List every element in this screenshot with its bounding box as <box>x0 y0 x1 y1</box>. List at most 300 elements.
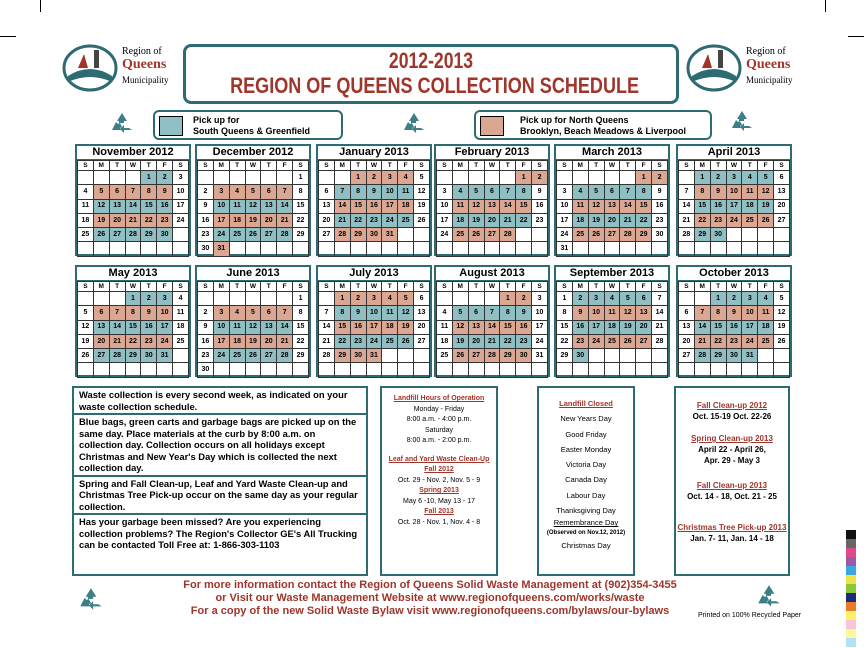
calendar-day: 11 <box>382 306 398 320</box>
recycle-icon <box>728 108 756 136</box>
calendar-day: 12 <box>758 185 774 199</box>
logo-text-municipality: Municipality <box>122 75 169 85</box>
calendar-day: 15 <box>516 199 532 213</box>
calendar-day: 3 <box>726 171 742 185</box>
calendar-day: 3 <box>588 292 604 306</box>
calendar-empty-cell <box>350 242 366 256</box>
calendar-day: 8 <box>636 185 652 199</box>
calendar-day: 24 <box>366 334 382 348</box>
calendar-day: 13 <box>261 320 277 334</box>
calendar-day: 17 <box>532 320 548 334</box>
calendar-day: 1 <box>500 292 516 306</box>
calendar-empty-cell <box>125 171 141 185</box>
calendar-empty-cell <box>588 171 604 185</box>
calendar-day: 30 <box>652 228 668 242</box>
weekday-header: T <box>588 282 604 292</box>
info-paragraph-4: Has your garbage been missed? Are you experiencing collection problems? The Region's Collector GE's All Trucking can be contacted Toll Free at: 1-866-303-1103 <box>79 516 358 550</box>
calendar-empty-cell <box>319 292 335 306</box>
calendar-day: 12 <box>620 306 636 320</box>
calendar-day: 7 <box>694 306 710 320</box>
weekday-header: F <box>157 282 173 292</box>
calendar-day: 27 <box>484 228 500 242</box>
calendar-day: 12 <box>245 199 261 213</box>
calendar-day: 19 <box>774 320 790 334</box>
calendar-empty-cell <box>350 363 366 377</box>
calendar-empty-cell <box>277 292 293 306</box>
weekday-header: M <box>213 282 229 292</box>
fall-cleanup-2012-dates: Oct. 15-19 Oct. 22-26 <box>692 412 772 421</box>
calendar-day: 31 <box>157 349 173 363</box>
calendar-day: 23 <box>516 334 532 348</box>
calendar-day: 27 <box>261 228 277 242</box>
calendar-empty-cell <box>572 242 588 256</box>
info-paragraph-2: Blue bags, green carts and garbage bags are picked up on the same day. Place materials at the curb by 8:00 a.m. on collection day. Collection occurs on all holidays except Christmas and New Year's Day which is collected the next collection day. <box>74 415 366 477</box>
calendar-day: 22 <box>141 213 157 227</box>
weekday-header: T <box>382 282 398 292</box>
calendar-day: 9 <box>516 306 532 320</box>
calendar-day: 30 <box>350 349 366 363</box>
calendar-empty-cell <box>604 242 620 256</box>
calendar-day: 28 <box>652 334 668 348</box>
calendar-day: 15 <box>293 199 309 213</box>
calendar-empty-cell <box>694 292 710 306</box>
calendar-day: 25 <box>173 334 189 348</box>
calendar-day: 21 <box>109 334 125 348</box>
calendar-empty-cell <box>261 292 277 306</box>
weekday-header: T <box>710 161 726 171</box>
calendar-day: 28 <box>679 228 695 242</box>
logo-text-queens: Queens <box>122 57 167 72</box>
calendar-day: 21 <box>620 213 636 227</box>
legend-south-line2: South Queens & Greenfield <box>193 126 311 136</box>
calendar-empty-cell <box>500 171 516 185</box>
calendar-day: 1 <box>125 292 141 306</box>
calendar-empty-cell <box>532 228 548 242</box>
calendar-day: 5 <box>245 185 261 199</box>
calendar-day: 26 <box>468 228 484 242</box>
calendar-empty-cell <box>157 242 173 256</box>
calendar-day: 29 <box>636 228 652 242</box>
calendar-day: 26 <box>93 228 109 242</box>
calendar-empty-cell <box>366 363 382 377</box>
calendar-day: 18 <box>742 199 758 213</box>
logo-text-region: Region of <box>746 46 786 57</box>
calendar-empty-cell <box>277 363 293 377</box>
calendar-day: 3 <box>173 171 189 185</box>
calendar-day: 31 <box>213 242 229 256</box>
calendar-day: 27 <box>109 228 125 242</box>
calendar-day: 16 <box>710 199 726 213</box>
calendar-day: 30 <box>141 349 157 363</box>
weekday-header: F <box>277 161 293 171</box>
calendar-day: 16 <box>157 199 173 213</box>
calendar-empty-cell <box>636 349 652 363</box>
recycle-icon <box>754 582 784 612</box>
calendar-empty-cell <box>572 363 588 377</box>
calendar-day: 13 <box>109 199 125 213</box>
weekday-header: M <box>452 282 468 292</box>
calendar-day: 27 <box>636 334 652 348</box>
leaf-spring-2013-dates: May 6 -10, May 13 - 17 <box>403 497 475 505</box>
lighthouse-emblem-icon <box>686 42 742 92</box>
calendar-day: 25 <box>382 334 398 348</box>
calendar-day: 6 <box>484 185 500 199</box>
calendar-day: 10 <box>588 306 604 320</box>
weekday-header: F <box>398 161 414 171</box>
calendar-day: 5 <box>758 171 774 185</box>
calendar-day: 16 <box>198 334 214 348</box>
weekday-header: M <box>334 161 350 171</box>
weekday-header: W <box>366 282 382 292</box>
calendar-day: 20 <box>319 213 335 227</box>
calendar-day: 12 <box>452 320 468 334</box>
calendar-empty-cell <box>198 292 214 306</box>
calendar-day: 13 <box>679 320 695 334</box>
calendar-day: 5 <box>245 306 261 320</box>
calendar-day: 14 <box>277 199 293 213</box>
calendar-day: 27 <box>604 228 620 242</box>
legend-north <box>474 110 712 140</box>
calendar-empty-cell <box>109 292 125 306</box>
weekday-header: M <box>213 161 229 171</box>
calendar-day: 21 <box>679 213 695 227</box>
calendar-day: 18 <box>229 334 245 348</box>
calendar-empty-cell <box>694 242 710 256</box>
calendar-day: 28 <box>694 349 710 363</box>
calendar-empty-cell <box>141 242 157 256</box>
calendar-day: 9 <box>350 306 366 320</box>
calendar-day: 10 <box>366 306 382 320</box>
weekday-header: W <box>484 161 500 171</box>
calendar-day: 20 <box>414 320 430 334</box>
calendar-day: 9 <box>652 185 668 199</box>
calendar-day: 26 <box>78 349 94 363</box>
weekday-header: S <box>198 161 214 171</box>
calendar-day: 20 <box>261 334 277 348</box>
calendar-day: 13 <box>93 320 109 334</box>
calendar-day: 19 <box>468 213 484 227</box>
calendar-day: 22 <box>710 334 726 348</box>
calendar-day: 25 <box>758 334 774 348</box>
calendar-empty-cell <box>500 363 516 377</box>
calendar-empty-cell <box>334 171 350 185</box>
calendar-empty-cell <box>261 363 277 377</box>
calendar-empty-cell <box>516 242 532 256</box>
calendar-day: 10 <box>742 306 758 320</box>
calendar-empty-cell <box>468 242 484 256</box>
calendar-day: 9 <box>141 306 157 320</box>
calendar-day: 10 <box>437 199 453 213</box>
calendar-day: 31 <box>742 349 758 363</box>
calendar-day: 26 <box>620 334 636 348</box>
weekday-header: W <box>245 282 261 292</box>
weekday-header: M <box>572 282 588 292</box>
landfill-hours-line: 8:00 a.m. - 2:00 p.m. <box>406 437 472 444</box>
calendar-day: 8 <box>350 185 366 199</box>
calendar-day: 6 <box>774 171 790 185</box>
calendar-empty-cell <box>758 228 774 242</box>
weekday-header: M <box>572 161 588 171</box>
calendar-empty-cell <box>758 363 774 377</box>
calendar-day: 20 <box>468 334 484 348</box>
holiday-item: Labour Day <box>566 490 606 500</box>
leaf-spring-2013-title: Spring 2013 <box>419 487 459 494</box>
calendar-day: 1 <box>350 171 366 185</box>
calendar-empty-cell <box>452 171 468 185</box>
calendar-empty-cell <box>78 363 94 377</box>
calendar-day: 18 <box>437 334 453 348</box>
footer-line-2: or Visit our Waste Management Website at www.regionofqueens.com/works/waste <box>215 592 645 604</box>
month-calendar <box>554 144 670 256</box>
calendar-empty-cell <box>245 363 261 377</box>
calendar-day: 27 <box>679 349 695 363</box>
calendar-empty-cell <box>437 363 453 377</box>
calendar-day: 8 <box>125 306 141 320</box>
calendar-day: 3 <box>742 292 758 306</box>
recycle-icon <box>76 585 106 615</box>
holiday-item: Christmas Day <box>561 541 611 551</box>
calendar-day: 21 <box>319 334 335 348</box>
calendar-empty-cell <box>173 242 189 256</box>
calendar-day: 3 <box>366 292 382 306</box>
calendar-day: 6 <box>636 292 652 306</box>
calendar-day: 16 <box>350 320 366 334</box>
calendar-day: 23 <box>532 213 548 227</box>
calendar-empty-cell <box>213 292 229 306</box>
spring-cleanup-2013-dates: Apr. 29 - May 3 <box>703 456 761 465</box>
calendar-empty-cell <box>229 242 245 256</box>
calendar-day: 25 <box>437 349 453 363</box>
calendar-day: 26 <box>588 228 604 242</box>
calendar-day: 8 <box>710 306 726 320</box>
calendar-day: 21 <box>277 213 293 227</box>
calendar-day: 19 <box>452 334 468 348</box>
calendar-day: 13 <box>319 199 335 213</box>
weekday-header: T <box>141 282 157 292</box>
calendar-day: 24 <box>382 213 398 227</box>
holiday-item: Easter Monday <box>560 444 612 454</box>
calendar-empty-cell <box>213 171 229 185</box>
cleanup-dates-box <box>674 386 790 576</box>
weekday-header: T <box>710 282 726 292</box>
calendar-day: 12 <box>398 306 414 320</box>
calendar-day: 4 <box>758 292 774 306</box>
weekday-header: S <box>293 282 309 292</box>
month-title: November 2012 <box>77 146 189 160</box>
calendar-day: 9 <box>572 306 588 320</box>
calendar-empty-cell <box>468 292 484 306</box>
calendar-empty-cell <box>452 292 468 306</box>
leaf-fall-2012-title: Fall 2012 <box>424 466 454 473</box>
calendar-empty-cell <box>758 349 774 363</box>
calendar-day: 5 <box>620 292 636 306</box>
calendar-day: 16 <box>366 199 382 213</box>
calendar-day: 4 <box>382 292 398 306</box>
calendar-day: 2 <box>532 171 548 185</box>
calendar-day: 13 <box>484 199 500 213</box>
calendar-empty-cell <box>414 228 430 242</box>
spring-cleanup-2013-dates: April 22 - April 26, <box>698 445 766 454</box>
calendar-day: 23 <box>198 228 214 242</box>
weekday-header: T <box>742 161 758 171</box>
calendar-empty-cell <box>774 363 790 377</box>
calendar-day: 11 <box>604 306 620 320</box>
calendar-day: 19 <box>93 213 109 227</box>
weekday-header: W <box>726 161 742 171</box>
logo-text-municipality: Municipality <box>746 75 793 85</box>
calendar-day: 24 <box>213 228 229 242</box>
calendar-day: 15 <box>334 320 350 334</box>
calendar-day: 20 <box>484 213 500 227</box>
calendar-day: 21 <box>500 213 516 227</box>
weekday-header: T <box>620 161 636 171</box>
weekday-header: S <box>652 282 668 292</box>
calendar-empty-cell <box>157 363 173 377</box>
calendar-day: 11 <box>452 199 468 213</box>
holiday-item: Victoria Day <box>565 460 607 470</box>
calendar-day: 1 <box>516 171 532 185</box>
calendar-day: 18 <box>758 320 774 334</box>
calendar-empty-cell <box>437 171 453 185</box>
calendar-day: 22 <box>334 334 350 348</box>
printed-note: Printed on 100% Recycled Paper <box>698 612 802 619</box>
calendar-day: 30 <box>726 349 742 363</box>
calendar-day: 9 <box>710 185 726 199</box>
weekday-header: W <box>604 282 620 292</box>
calendar-day: 7 <box>500 185 516 199</box>
month-calendar <box>434 144 550 256</box>
calendar-day: 13 <box>604 199 620 213</box>
logo-text-region: Region of <box>122 46 162 57</box>
christmas-tree-dates: Jan. 7- 11, Jan. 14 - 18 <box>690 534 774 543</box>
calendar-empty-cell <box>173 363 189 377</box>
calendar-day: 28 <box>334 228 350 242</box>
calendar-day: 20 <box>261 213 277 227</box>
calendar-empty-cell <box>437 292 453 306</box>
calendar-day: 29 <box>557 349 573 363</box>
weekday-header: W <box>484 282 500 292</box>
calendar-day: 2 <box>198 185 214 199</box>
weekday-header: F <box>277 282 293 292</box>
calendar-day: 25 <box>604 334 620 348</box>
calendar-day: 2 <box>572 292 588 306</box>
calendar-day: 17 <box>437 213 453 227</box>
calendar-empty-cell <box>516 228 532 242</box>
weekday-header: M <box>93 161 109 171</box>
calendar-day: 2 <box>652 171 668 185</box>
calendar-day: 30 <box>157 228 173 242</box>
calendar-day: 26 <box>452 349 468 363</box>
calendar-empty-cell <box>245 171 261 185</box>
calendar-day: 22 <box>557 334 573 348</box>
calendar-day: 1 <box>334 292 350 306</box>
calendar-empty-cell <box>484 171 500 185</box>
calendar-day: 4 <box>78 185 94 199</box>
calendar-day: 5 <box>93 185 109 199</box>
calendar-day: 12 <box>78 320 94 334</box>
calendar-day: 6 <box>93 306 109 320</box>
landfill-hours-box <box>380 386 498 576</box>
fall-cleanup-2013-dates: Oct. 14 - 18, Oct. 21 - 25 <box>687 492 777 501</box>
calendar-day: 17 <box>382 199 398 213</box>
calendar-day: 5 <box>588 185 604 199</box>
calendar-day: 1 <box>141 171 157 185</box>
calendar-day: 1 <box>293 171 309 185</box>
calendar-day: 26 <box>774 334 790 348</box>
month-title: February 2013 <box>436 146 548 160</box>
weekday-header: M <box>694 282 710 292</box>
logo-text-queens: Queens <box>746 57 791 72</box>
calendar-empty-cell <box>277 171 293 185</box>
calendar-empty-cell <box>173 228 189 242</box>
calendar-day: 10 <box>532 306 548 320</box>
calendar-empty-cell <box>213 363 229 377</box>
legend-south-swatch <box>159 116 183 136</box>
landfill-closed-title: Landfill Closed <box>559 399 613 408</box>
calendar-empty-cell <box>516 363 532 377</box>
calendar-day: 15 <box>694 199 710 213</box>
page-title-box <box>183 44 679 104</box>
calendar-empty-cell <box>636 242 652 256</box>
calendar-empty-cell <box>604 349 620 363</box>
calendar-empty-cell <box>334 242 350 256</box>
calendar-empty-cell <box>679 171 695 185</box>
calendar-day: 17 <box>173 199 189 213</box>
calendar-day: 11 <box>229 320 245 334</box>
calendar-day: 2 <box>366 171 382 185</box>
calendar-day: 15 <box>500 320 516 334</box>
calendar-day: 8 <box>141 185 157 199</box>
calendar-day: 11 <box>742 185 758 199</box>
calendar-empty-cell <box>620 349 636 363</box>
month-title: October 2013 <box>678 267 790 281</box>
legend-north-line1: Pick up for North Queens <box>520 115 629 125</box>
print-color-bar <box>846 530 856 647</box>
calendar-empty-cell <box>414 349 430 363</box>
calendar-empty-cell <box>484 242 500 256</box>
calendar-day: 16 <box>572 320 588 334</box>
calendar-day: 7 <box>334 185 350 199</box>
calendar-day: 29 <box>500 349 516 363</box>
calendar-empty-cell <box>742 242 758 256</box>
calendar-empty-cell <box>398 363 414 377</box>
calendar-day: 24 <box>557 228 573 242</box>
calendar-day: 8 <box>557 306 573 320</box>
calendar-day: 23 <box>198 349 214 363</box>
calendar-day: 27 <box>261 349 277 363</box>
calendar-day: 8 <box>694 185 710 199</box>
month-title: December 2012 <box>197 146 309 160</box>
calendar-day: 10 <box>213 199 229 213</box>
month-calendar <box>316 144 432 256</box>
calendar-day: 4 <box>437 306 453 320</box>
weekday-header: S <box>78 161 94 171</box>
weekday-header: W <box>726 282 742 292</box>
calendar-day: 1 <box>293 292 309 306</box>
calendar-day: 22 <box>516 213 532 227</box>
weekday-header: S <box>198 282 214 292</box>
calendar-day: 24 <box>742 334 758 348</box>
calendar-day: 12 <box>414 185 430 199</box>
calendar-empty-cell <box>679 292 695 306</box>
calendar-day: 3 <box>213 185 229 199</box>
weekday-header: T <box>382 161 398 171</box>
month-calendar <box>676 144 792 256</box>
calendar-day: 2 <box>198 306 214 320</box>
weekday-header: F <box>636 282 652 292</box>
calendar-day: 6 <box>604 185 620 199</box>
leaf-fall-2013-dates: Oct. 28 - Nov. 1, Nov. 4 - 8 <box>397 518 481 526</box>
